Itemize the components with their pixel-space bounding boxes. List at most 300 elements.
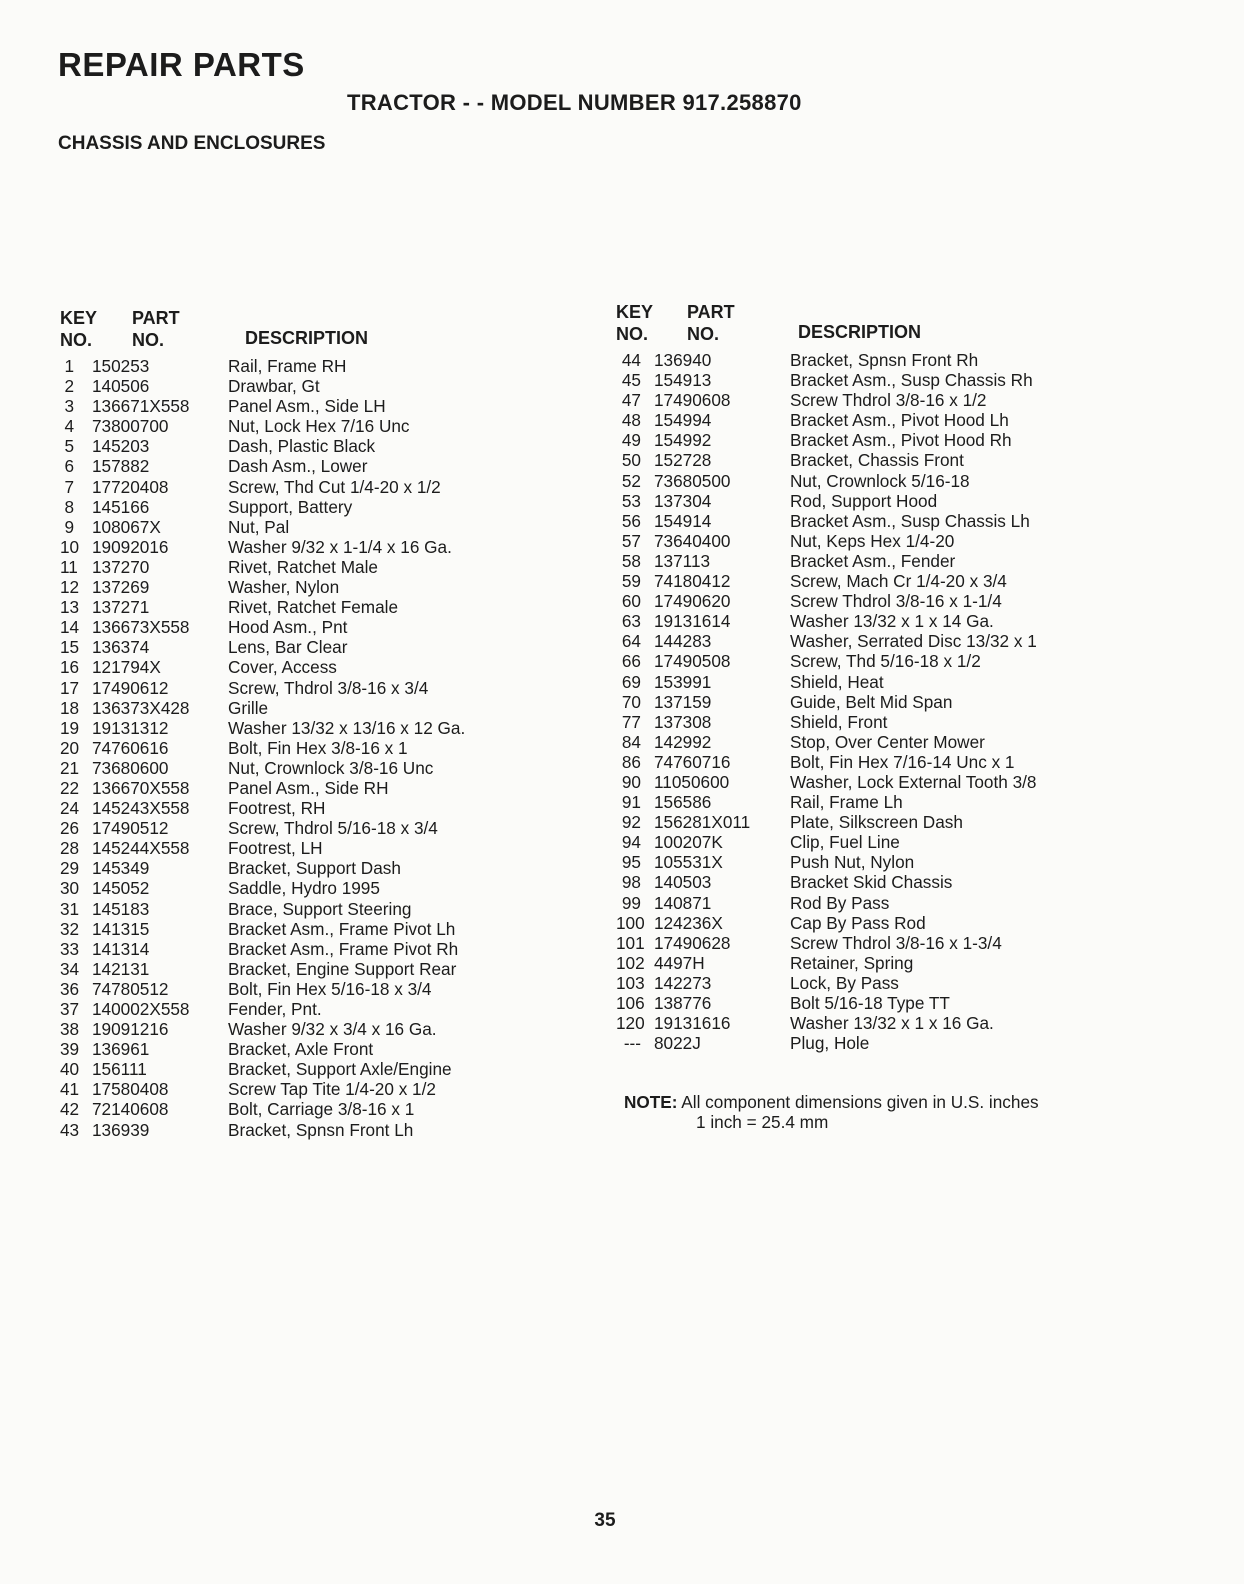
part-number: 17490620 <box>654 591 731 612</box>
key-number: 66 <box>621 651 641 672</box>
table-row <box>616 471 1037 491</box>
header-description-label: DESCRIPTION <box>245 328 369 348</box>
part-number: 137113 <box>654 550 711 571</box>
table-row <box>616 712 1037 732</box>
key-number: 30 <box>60 878 80 899</box>
table-row <box>616 732 1037 752</box>
header-key-no-label: NO. <box>60 330 93 350</box>
part-number: 100207K <box>654 832 723 853</box>
part-number: 74180412 <box>654 571 731 592</box>
key-number: 11 <box>60 556 78 577</box>
key-number: 120 <box>616 1013 645 1034</box>
part-description: Dash Asm., Lower <box>228 456 368 477</box>
part-number: 73640400 <box>654 530 731 551</box>
key-number: 60 <box>621 591 641 612</box>
part-description: Screw Tap Tite 1/4-20 x 1/2 <box>228 1079 436 1100</box>
part-description: Lock, By Pass <box>790 972 899 993</box>
part-description: Nut, Keps Hex 1/4-20 <box>790 530 955 551</box>
part-description: Screw, Thd Cut 1/4-20 x 1/2 <box>228 476 441 497</box>
key-number: 24 <box>60 798 80 819</box>
part-description: Grille <box>228 697 269 718</box>
part-number: 73680600 <box>92 757 169 778</box>
key-number: 58 <box>621 550 641 571</box>
table-row <box>60 698 465 718</box>
key-number: 3 <box>64 396 74 417</box>
parts-table-right <box>616 302 1037 1053</box>
table-row <box>616 370 1037 390</box>
dimensions-note <box>624 1092 1039 1132</box>
key-number: 48 <box>621 410 641 431</box>
table-row <box>616 390 1037 410</box>
table-row <box>616 953 1037 973</box>
part-description: Drawbar, Gt <box>228 376 320 397</box>
part-number: 144283 <box>654 631 712 652</box>
key-number: 52 <box>621 470 641 491</box>
key-number: 32 <box>60 918 80 939</box>
part-number: 142992 <box>654 731 712 752</box>
part-number: 140871 <box>654 892 712 913</box>
key-number: 29 <box>60 858 80 879</box>
table-row <box>60 999 465 1019</box>
section-heading: CHASSIS AND ENCLOSURES <box>58 133 326 154</box>
table-row <box>60 939 465 959</box>
parts-list-left <box>60 356 465 1140</box>
table-row <box>60 1079 465 1099</box>
part-description: Lens, Bar Clear <box>228 637 348 658</box>
table-row <box>60 778 465 798</box>
key-number: 18 <box>60 697 80 718</box>
part-description: Bracket Asm., Pivot Hood Rh <box>790 430 1012 451</box>
key-number: 4 <box>64 416 74 437</box>
table-row <box>616 672 1037 692</box>
table-row <box>616 491 1037 511</box>
table-row <box>616 631 1037 651</box>
table-row <box>60 497 465 517</box>
part-description: Panel Asm., Side RH <box>228 777 389 798</box>
part-number: 136961 <box>92 1039 150 1060</box>
page-title: REPAIR PARTS <box>58 46 305 83</box>
header-part-label: PART <box>132 308 180 328</box>
part-description: Washer, Serrated Disc 13/32 x 1 <box>790 631 1037 652</box>
part-description: Screw, Thdrol 5/16-18 x 3/4 <box>228 818 438 839</box>
table-row <box>60 1059 465 1079</box>
part-number: 145243X558 <box>92 798 190 819</box>
header-key-no-label: NO. <box>616 324 649 344</box>
part-number: 150253 <box>92 356 150 376</box>
part-description: Plug, Hole <box>790 1033 870 1054</box>
table-row <box>60 718 465 738</box>
key-number: 1 <box>64 356 74 376</box>
key-number: 12 <box>60 577 80 598</box>
key-number: 59 <box>621 571 641 592</box>
part-number: 74760616 <box>92 737 169 758</box>
part-description: Screw, Thd 5/16-18 x 1/2 <box>790 651 981 672</box>
key-number: 33 <box>60 938 80 959</box>
key-number: 36 <box>60 978 80 999</box>
part-number: 140503 <box>654 872 712 893</box>
note-label: NOTE: <box>624 1092 678 1112</box>
table-row <box>60 416 465 436</box>
part-number: 136374 <box>92 637 150 658</box>
header-part-no-label: NO. <box>687 324 720 344</box>
part-number: 17490512 <box>92 818 169 839</box>
table-header-left <box>60 308 465 356</box>
table-row <box>616 531 1037 551</box>
part-number: 145183 <box>92 898 150 919</box>
table-row <box>60 517 465 537</box>
key-number: 99 <box>621 892 641 913</box>
part-description: Nut, Crownlock 3/8-16 Unc <box>228 757 434 778</box>
part-number: 140506 <box>92 376 150 397</box>
part-number: 19131312 <box>92 717 169 738</box>
part-number: 17720408 <box>92 476 169 497</box>
part-number: 74760716 <box>654 751 731 772</box>
key-number: 31 <box>60 898 80 919</box>
table-row <box>60 878 465 898</box>
header-key-label: KEY <box>616 302 654 322</box>
table-row <box>60 798 465 818</box>
part-description: Nut, Crownlock 5/16-18 <box>790 470 970 491</box>
part-description: Bracket Asm., Frame Pivot Rh <box>228 938 459 959</box>
table-row <box>616 993 1037 1013</box>
table-row <box>60 537 465 557</box>
part-number: 137304 <box>654 490 712 511</box>
part-description: Bracket Asm., Fender <box>790 550 956 571</box>
part-description: Washer, Nylon <box>228 577 340 598</box>
part-number: 142131 <box>92 958 150 979</box>
key-number: 92 <box>621 812 641 833</box>
part-description: Bracket, Chassis Front <box>790 450 964 471</box>
part-number: 145244X558 <box>92 838 190 859</box>
part-description: Washer 9/32 x 1-1/4 x 16 Ga. <box>228 536 452 557</box>
part-description: Shield, Heat <box>790 671 884 692</box>
part-number: 136673X558 <box>92 617 190 638</box>
part-number: 4497H <box>654 952 705 973</box>
part-description: Bracket, Support Dash <box>228 858 401 879</box>
part-description: Rail, Frame RH <box>228 356 347 376</box>
part-description: Bolt, Carriage 3/8-16 x 1 <box>228 1099 415 1120</box>
key-number: 77 <box>621 711 641 732</box>
key-number: 98 <box>621 872 641 893</box>
part-number: 17490628 <box>654 932 731 953</box>
part-description: Bracket, Engine Support Rear <box>228 958 457 979</box>
key-number: 103 <box>616 972 645 993</box>
part-description: Washer 13/32 x 1 x 16 Ga. <box>790 1013 994 1034</box>
part-number: 136670X558 <box>92 777 190 798</box>
part-description: Bracket, Support Axle/Engine <box>228 1059 452 1080</box>
table-row <box>616 450 1037 470</box>
key-number: 17 <box>60 677 80 698</box>
part-number: 156111 <box>92 1059 147 1080</box>
table-row <box>616 551 1037 571</box>
part-description: Support, Battery <box>228 496 353 517</box>
table-row <box>60 838 465 858</box>
key-number: 63 <box>621 611 641 632</box>
key-number: 7 <box>64 476 74 497</box>
key-number: 20 <box>60 737 80 758</box>
part-description: Push Nut, Nylon <box>790 852 915 873</box>
key-number: 2 <box>64 376 74 397</box>
part-number: 74780512 <box>92 978 169 999</box>
part-description: Brace, Support Steering <box>228 898 412 919</box>
key-number: 47 <box>621 390 641 411</box>
part-number: 11050600 <box>654 771 730 792</box>
part-description: Washer, Lock External Tooth 3/8 <box>790 771 1037 792</box>
table-row <box>616 1013 1037 1033</box>
part-number: 108067X <box>92 516 161 537</box>
key-number: 16 <box>60 657 80 678</box>
part-description: Bolt, Fin Hex 5/16-18 x 3/4 <box>228 978 432 999</box>
key-number: 94 <box>621 832 641 853</box>
key-number: 90 <box>621 771 641 792</box>
key-number: 9 <box>64 516 74 537</box>
part-description: Rod, Support Hood <box>790 490 938 511</box>
key-number: 40 <box>60 1059 80 1080</box>
key-number: 19 <box>60 717 80 738</box>
part-number: 137308 <box>654 711 712 732</box>
table-row <box>616 410 1037 430</box>
table-row <box>616 692 1037 712</box>
part-number: 19091216 <box>92 1019 169 1040</box>
part-description: Cap By Pass Rod <box>790 912 926 933</box>
part-number: 19092016 <box>92 536 169 557</box>
key-number: 13 <box>60 597 80 618</box>
table-row <box>60 1039 465 1059</box>
table-row <box>60 919 465 939</box>
table-row <box>60 1120 465 1140</box>
part-number: 137271 <box>92 597 150 618</box>
part-description: Rod By Pass <box>790 892 890 913</box>
key-number: 37 <box>60 999 80 1019</box>
part-number: 73680500 <box>654 470 731 491</box>
key-number: 64 <box>621 631 641 652</box>
part-number: 17490608 <box>654 390 731 411</box>
part-description: Clip, Fuel Line <box>790 832 900 853</box>
part-number: 152728 <box>654 450 712 471</box>
table-row <box>616 752 1037 772</box>
part-description: Washer 13/32 x 1 x 14 Ga. <box>790 611 994 632</box>
table-row <box>616 511 1037 531</box>
table-row <box>60 738 465 758</box>
part-number: 154992 <box>654 430 712 451</box>
note-line-1: All component dimensions given in U.S. inches <box>681 1092 1039 1112</box>
part-number: 17580408 <box>92 1079 169 1100</box>
key-number: 8 <box>64 496 74 517</box>
key-number: 44 <box>621 350 641 370</box>
part-number: 154913 <box>654 370 712 391</box>
table-row <box>60 758 465 778</box>
table-row <box>616 872 1037 892</box>
part-description: Bolt, Fin Hex 3/8-16 x 1 <box>228 737 408 758</box>
part-number: 141314 <box>92 938 150 959</box>
key-number: 50 <box>621 450 641 471</box>
table-row <box>60 396 465 416</box>
key-number: 53 <box>621 490 641 511</box>
key-number: 49 <box>621 430 641 451</box>
part-number: 157882 <box>92 456 150 477</box>
key-number: 84 <box>621 731 641 752</box>
part-description: Fender, Pnt. <box>228 999 322 1019</box>
table-row <box>60 356 465 376</box>
table-row <box>616 772 1037 792</box>
table-row <box>60 557 465 577</box>
part-description: Bolt 5/16-18 Type TT <box>790 993 950 1013</box>
key-number: 10 <box>60 536 80 557</box>
part-number: 19131616 <box>654 1013 731 1034</box>
table-row <box>60 617 465 637</box>
table-row <box>616 852 1037 872</box>
part-description: Bracket, Spnsn Front Rh <box>790 350 979 370</box>
part-description: Rivet, Ratchet Female <box>228 597 399 618</box>
table-row <box>616 973 1037 993</box>
part-number: 136939 <box>92 1119 150 1140</box>
part-number: 145349 <box>92 858 150 879</box>
part-description: Footrest, LH <box>228 838 323 859</box>
part-description: Rail, Frame Lh <box>790 792 903 813</box>
part-number: 17490508 <box>654 651 731 672</box>
key-number: 39 <box>60 1039 80 1060</box>
table-header-right <box>616 302 1037 350</box>
key-number: 95 <box>621 852 641 873</box>
part-description: Bracket Asm., Susp Chassis Rh <box>790 370 1033 391</box>
part-description: Guide, Belt Mid Span <box>790 691 953 712</box>
part-number: 156586 <box>654 792 712 813</box>
part-number: 145166 <box>92 496 150 517</box>
table-row <box>616 812 1037 832</box>
part-description: Stop, Over Center Mower <box>790 731 985 752</box>
part-number: 72140608 <box>92 1099 169 1120</box>
key-number: 101 <box>616 932 645 953</box>
part-description: Shield, Front <box>790 711 888 732</box>
key-number: 28 <box>60 838 80 859</box>
part-description: Bracket, Axle Front <box>228 1039 374 1060</box>
note-line-2: 1 inch = 25.4 mm <box>696 1112 829 1132</box>
part-number: 137269 <box>92 577 150 598</box>
table-row <box>616 1033 1037 1053</box>
model-subtitle: TRACTOR - - MODEL NUMBER 917.258870 <box>347 90 802 115</box>
part-number: 121794X <box>92 657 161 678</box>
parts-table-left <box>60 308 465 1140</box>
table-row <box>60 959 465 979</box>
table-row <box>616 651 1037 671</box>
part-number: 8022J <box>654 1033 701 1054</box>
part-number: 73800700 <box>92 416 169 437</box>
part-description: Screw Thdrol 3/8-16 x 1-3/4 <box>790 932 1002 953</box>
part-number: 136940 <box>654 350 712 370</box>
key-number: 41 <box>60 1079 80 1100</box>
part-number: 154914 <box>654 510 712 531</box>
table-row <box>60 597 465 617</box>
key-number: 57 <box>621 530 641 551</box>
part-number: 136671X558 <box>92 396 190 417</box>
part-number: 19131614 <box>654 611 731 632</box>
key-number: 100 <box>616 912 645 933</box>
part-description: Bracket Asm., Susp Chassis Lh <box>790 510 1030 531</box>
table-row <box>60 637 465 657</box>
header-part-no-label: NO. <box>132 330 165 350</box>
key-number: 26 <box>60 818 80 839</box>
header-part-label: PART <box>687 302 735 322</box>
part-description: Bracket Asm., Pivot Hood Lh <box>790 410 1009 431</box>
part-number: 124236X <box>654 912 723 933</box>
key-number: --- <box>623 1033 641 1054</box>
table-row <box>60 1099 465 1119</box>
part-description: Plate, Silkscreen Dash <box>790 812 963 833</box>
part-description: Screw, Thdrol 3/8-16 x 3/4 <box>228 677 429 698</box>
key-number: 42 <box>60 1099 80 1120</box>
key-number: 5 <box>64 436 74 457</box>
table-row <box>616 571 1037 591</box>
part-description: Bracket, Spnsn Front Lh <box>228 1119 414 1140</box>
part-description: Saddle, Hydro 1995 <box>228 878 380 899</box>
table-row <box>60 858 465 878</box>
part-description: Footrest, RH <box>228 798 326 819</box>
key-number: 102 <box>616 952 645 973</box>
part-number: 142273 <box>654 972 712 993</box>
part-number: 156281X011 <box>654 812 751 833</box>
table-row <box>616 611 1037 631</box>
key-number: 69 <box>621 671 641 692</box>
table-row <box>60 979 465 999</box>
part-number: 145052 <box>92 878 150 899</box>
part-description: Hood Asm., Pnt <box>228 617 348 638</box>
table-row <box>60 1019 465 1039</box>
table-row <box>616 893 1037 913</box>
part-description: Washer 9/32 x 3/4 x 16 Ga. <box>228 1019 437 1040</box>
header-key-label: KEY <box>60 308 98 328</box>
table-row <box>616 832 1037 852</box>
part-number: 154994 <box>654 410 712 431</box>
part-description: Screw Thdrol 3/8-16 x 1/2 <box>790 390 987 411</box>
part-number: 138776 <box>654 993 712 1013</box>
part-description: Dash, Plastic Black <box>228 436 376 457</box>
part-description: Cover, Access <box>228 657 337 678</box>
key-number: 45 <box>621 370 641 391</box>
table-row <box>60 376 465 396</box>
part-number: 141315 <box>92 918 150 939</box>
table-row <box>60 436 465 456</box>
key-number: 14 <box>60 617 80 638</box>
part-description: Rivet, Ratchet Male <box>228 556 378 577</box>
key-number: 70 <box>621 691 641 712</box>
key-number: 21 <box>60 757 80 778</box>
part-description: Panel Asm., Side LH <box>228 396 386 417</box>
part-description: Retainer, Spring <box>790 952 914 973</box>
part-description: Bracket Skid Chassis <box>790 872 953 893</box>
table-row <box>60 477 465 497</box>
part-number: 136373X428 <box>92 697 190 718</box>
table-row <box>616 933 1037 953</box>
part-number: 137270 <box>92 556 150 577</box>
part-number: 137159 <box>654 691 712 712</box>
part-description: Bracket Asm., Frame Pivot Lh <box>228 918 456 939</box>
table-row <box>616 350 1037 370</box>
parts-list-right <box>616 350 1037 1053</box>
table-row <box>60 678 465 698</box>
key-number: 91 <box>621 792 641 813</box>
table-row <box>616 792 1037 812</box>
table-row <box>60 657 465 677</box>
part-description: Nut, Lock Hex 7/16 Unc <box>228 416 410 437</box>
page-number: 35 <box>594 1510 616 1531</box>
table-row <box>60 456 465 476</box>
part-number: 145203 <box>92 436 150 457</box>
part-description: Nut, Pal <box>228 516 290 537</box>
header-description-label: DESCRIPTION <box>798 322 922 342</box>
part-number: 105531X <box>654 852 723 873</box>
key-number: 38 <box>60 1019 80 1040</box>
table-row <box>60 818 465 838</box>
